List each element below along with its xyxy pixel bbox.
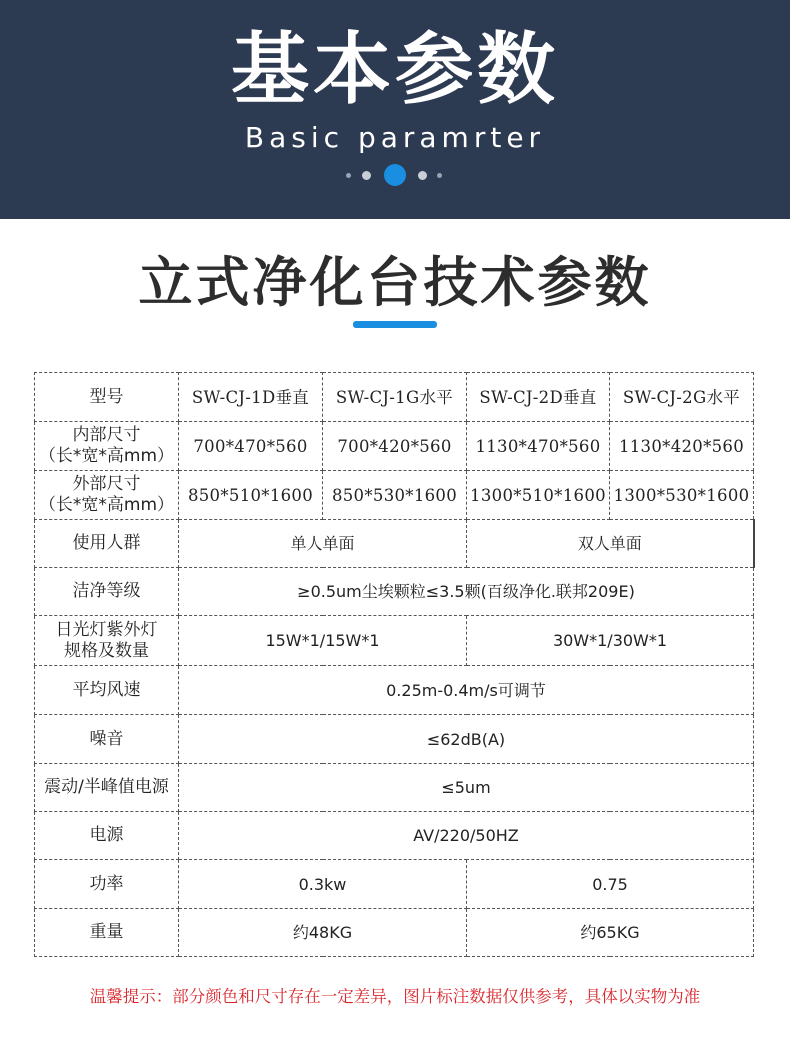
table-row-inner-size [35, 422, 754, 471]
value-cell: 700*420*560 [323, 422, 467, 471]
row-label [35, 471, 179, 520]
banner-title: 基本参数 [230, 25, 559, 115]
table-row-wattage [35, 860, 754, 909]
value-cell: 0.25m-0.4m/s可调节 [179, 666, 754, 715]
value-cell: 850*510*1600 [179, 471, 323, 520]
value-cell: 单人单面 [179, 520, 467, 568]
value-cell: 1130*470*560 [467, 422, 610, 471]
carousel-dots [0, 164, 790, 186]
dot-indicator [362, 171, 371, 180]
value-cell: 850*530*1600 [323, 471, 467, 520]
row-label: 使用人群 [35, 520, 179, 568]
table-row-noise [35, 715, 754, 764]
value-cell: ≤5um [179, 764, 754, 812]
table-row-model [35, 373, 754, 422]
model-cell: SW-CJ-1D垂直 [179, 373, 323, 422]
spec-table [34, 372, 755, 957]
value-cell: 0.3kw [179, 860, 467, 909]
value-cell: 约65KG [467, 909, 754, 957]
value-cell: 15W*1/15W*1 [179, 616, 467, 666]
model-cell: SW-CJ-2D垂直 [467, 373, 610, 422]
table-row-wind-speed [35, 666, 754, 715]
row-label-line: 日光灯紫外灯 [55, 619, 158, 640]
row-label: 重量 [35, 909, 179, 957]
row-label [35, 616, 179, 666]
value-cell: 1130*420*560 [610, 422, 754, 471]
table-row-clean-level [35, 568, 754, 616]
title-underline [353, 321, 437, 328]
row-label-line: 外部尺寸 [72, 474, 141, 494]
dot-indicator-active [384, 164, 406, 186]
value-cell: 1300*530*1600 [610, 471, 754, 520]
model-cell: SW-CJ-1G水平 [323, 373, 467, 422]
table-row-weight [35, 909, 754, 957]
row-label: 洁净等级 [35, 568, 179, 616]
table-row-lamps [35, 616, 754, 666]
table-row-users [35, 520, 754, 568]
value-cell: ≥0.5um尘埃颗粒≤3.5颗(百级净化.联邦209E) [179, 568, 754, 616]
model-cell: SW-CJ-2G水平 [610, 373, 754, 422]
dot-indicator [346, 173, 351, 178]
dot-indicator [418, 171, 427, 180]
row-label [35, 422, 179, 471]
value-cell: 0.75 [467, 860, 754, 909]
banner-subtitle: Basic paramrter [244, 121, 546, 154]
value-cell: AV/220/50HZ [179, 812, 754, 860]
value-cell: 双人单面 [467, 520, 754, 568]
row-label: 型号 [35, 373, 179, 422]
table-row-outer-size [35, 471, 754, 520]
value-cell: 700*470*560 [179, 422, 323, 471]
table-row-power-supply [35, 812, 754, 860]
value-cell: 1300*510*1600 [467, 471, 610, 520]
row-label-line: （长*宽*高mm） [38, 446, 175, 466]
dot-indicator [437, 173, 442, 178]
header-banner [0, 0, 790, 219]
value-cell: ≤62dB(A) [179, 715, 754, 764]
value-cell: 30W*1/30W*1 [467, 616, 754, 666]
section-title: 立式净化台技术参数 [138, 251, 652, 314]
footer-note: 温馨提示：部分颜色和尺寸存在一定差异，图片标注数据仅供参考，具体以实物为准 [89, 987, 701, 1006]
value-cell: 约48KG [179, 909, 467, 957]
row-label: 电源 [35, 812, 179, 860]
row-label: 平均风速 [35, 666, 179, 715]
row-label-line: 内部尺寸 [72, 425, 141, 445]
row-label-line: （长*宽*高mm） [38, 495, 175, 515]
row-label-line: 规格及数量 [64, 640, 149, 661]
row-label: 功率 [35, 860, 179, 909]
row-label: 震动/半峰值电源 [35, 764, 179, 812]
table-row-vibration [35, 764, 754, 812]
row-label: 噪音 [35, 715, 179, 764]
